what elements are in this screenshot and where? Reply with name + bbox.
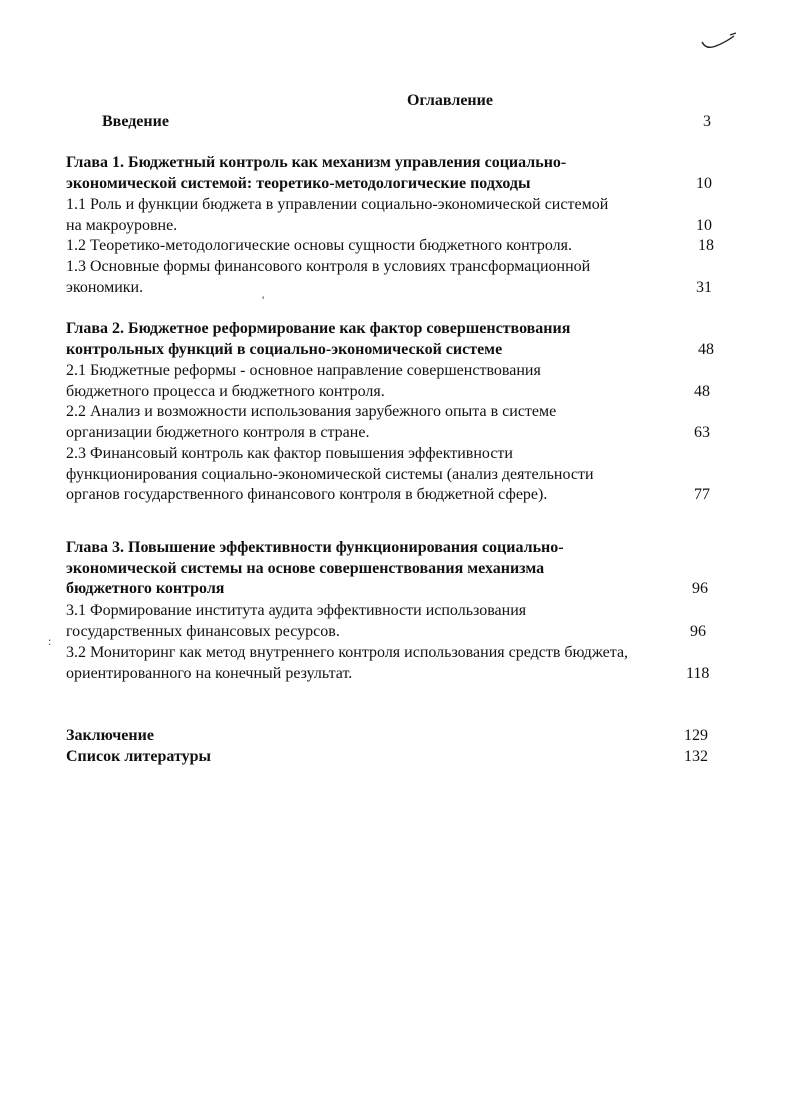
section-1-2-page: 18 (698, 237, 714, 254)
section-2-1-line-2: бюджетного процесса и бюджетного контроля. (66, 382, 385, 400)
conclusion-label: Заключение (66, 727, 154, 744)
section-2-3-line-2: функционирования социально-экономической системы (анализ деятельности (66, 465, 594, 483)
section-1-2-line-1: 1.2 Теоретико-методологические основы сущности бюджетного контроля. (66, 237, 573, 254)
section-2-2-line-2: организации бюджетного контроля в стране. (66, 423, 370, 441)
toc-chapter-2 (66, 319, 726, 360)
section-3-1-page: 96 (690, 622, 706, 640)
toc-section-1-3 (66, 257, 726, 298)
toc-intro (102, 112, 726, 133)
toc-section-1-1 (66, 195, 726, 236)
chapter-2-line-2: контрольных функций в социально-экономической системе (66, 340, 503, 358)
chapter-3-page: 96 (692, 580, 708, 598)
section-1-1-line-1: 1.1 Роль и функции бюджета в управлении социально-экономической системой (66, 196, 609, 213)
chapter-1-line-1: Глава 1. Бюджетный контроль как механизм управления социально- (66, 154, 567, 171)
section-2-2-page: 63 (694, 423, 710, 441)
section-3-1-line-1: 3.1 Формирование института аудита эффективности использования (66, 602, 527, 619)
chapter-3-line-3: бюджетного контроля (66, 580, 225, 598)
toc-chapter-1 (66, 153, 726, 194)
toc-section-3-1 (66, 601, 726, 642)
chapter-2-page: 48 (698, 340, 714, 358)
toc-section-2-3 (66, 444, 726, 506)
section-1-1-line-2: на макроуровне. (66, 216, 178, 234)
toc-bibliography (66, 747, 726, 768)
section-1-3-line-1: 1.3 Основные формы финансового контроля в условиях трансформационной (66, 258, 591, 275)
section-2-2-line-1: 2.2 Анализ и возможности использования зарубежного опыта в системе (66, 403, 557, 420)
section-3-2-page: 118 (686, 664, 710, 682)
scan-speck: ' (262, 293, 265, 307)
section-2-3-page: 77 (694, 486, 710, 504)
section-1-1-page: 10 (696, 216, 712, 234)
chapter-1-page: 10 (696, 174, 712, 192)
bibliography-page: 132 (684, 748, 708, 765)
handwritten-checkmark (700, 30, 740, 52)
toc-conclusion (66, 726, 726, 747)
toc-section-2-1 (66, 361, 726, 402)
chapter-3-line-1: Глава 3. Повышение эффективности функционирования социально- (66, 539, 564, 556)
conclusion-page: 129 (684, 727, 708, 744)
scan-speck-margin: : (48, 634, 52, 648)
section-3-2-line-2: ориентированного на конечный результат. (66, 664, 353, 682)
toc-section-1-2 (66, 236, 726, 257)
chapter-1-line-2: экономической системой: теоретико-методологические подходы (66, 174, 531, 192)
toc-intro-label: Введение (102, 113, 169, 130)
toc-title: Оглавление (407, 92, 493, 109)
toc-section-2-2 (66, 402, 726, 443)
chapter-2-line-1: Глава 2. Бюджетное реформирование как фактор совершенствования (66, 320, 571, 337)
section-2-1-line-1: 2.1 Бюджетные реформы - основное направление совершенствования (66, 362, 541, 379)
section-3-1-line-2: государственных финансовых ресурсов. (66, 622, 340, 640)
section-2-1-page: 48 (694, 382, 710, 400)
section-1-3-page: 31 (696, 278, 712, 296)
section-2-3-line-1: 2.3 Финансовый контроль как фактор повышения эффективности (66, 445, 513, 462)
toc-intro-page: 3 (703, 113, 711, 130)
toc-chapter-3 (66, 538, 726, 600)
toc-section-3-2 (66, 643, 726, 684)
section-3-2-line-1: 3.2 Мониторинг как метод внутреннего контроля использования средств бюджета, (66, 644, 629, 661)
bibliography-label: Список литературы (66, 748, 211, 765)
section-1-3-line-2: экономики. (66, 278, 144, 296)
chapter-3-line-2: экономической системы на основе совершенствования механизма (66, 559, 545, 577)
section-2-3-line-3: органов государственного финансового контроля в бюджетной сфере). (66, 486, 548, 504)
